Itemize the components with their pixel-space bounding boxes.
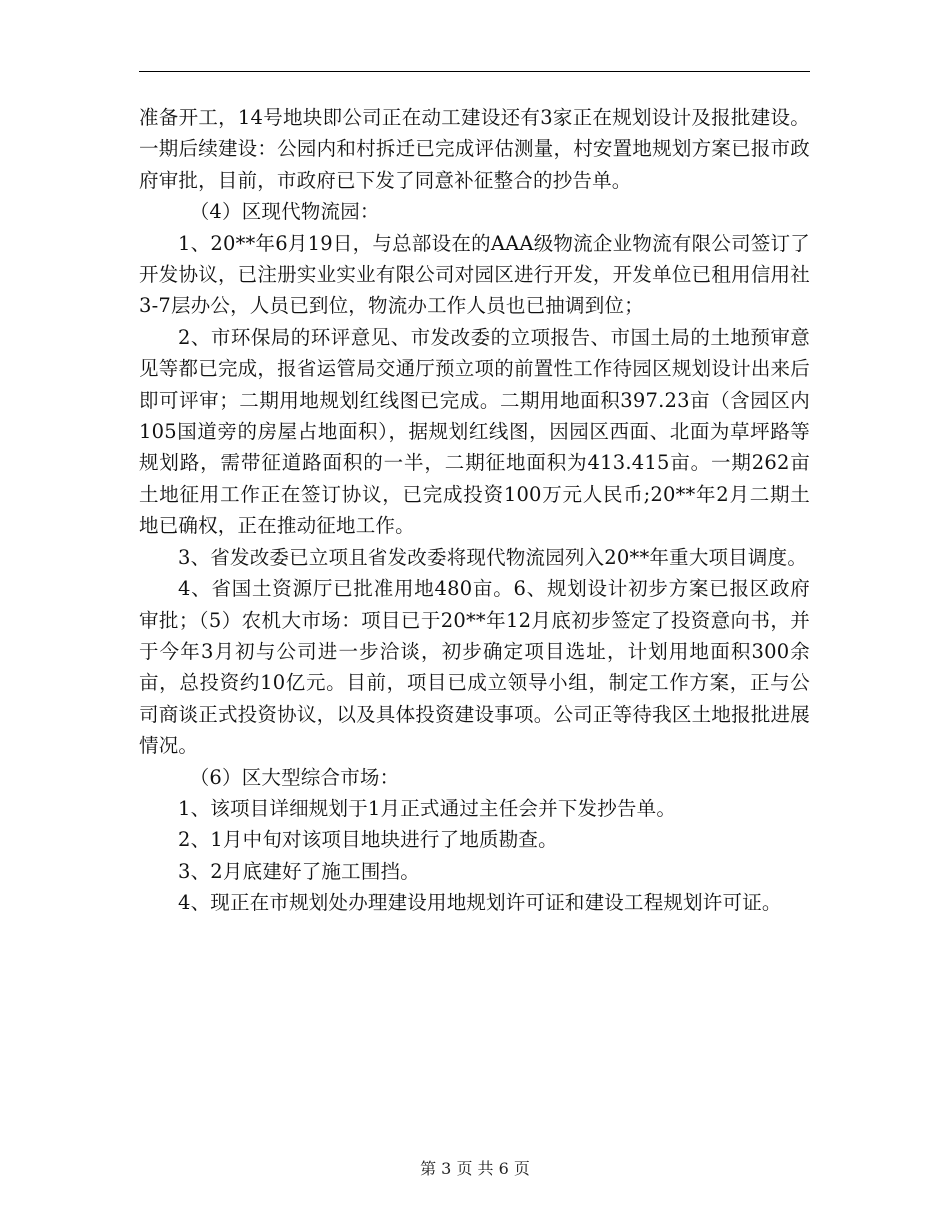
section-heading-comprehensive-market: （6）区大型综合市场： <box>189 765 400 789</box>
list-item: 1、该项目详细规划于1月正式通过主任会并下发抄告单。 <box>178 796 677 820</box>
list-item: 4、省国土资源厅已批准用地480亩。6、规划设计初步方案已报区政府审批；（5）农机大市场：项目已于20**年12月底初步签定了投资意向书，并于今年3月初与公司进一步洽谈，初步确定项目选址，计划用地面积300余亩，总投资约10亿元。目前，项目已成立领导小组，制定工作方案，正与公司商谈正式投资协议，以及具体投资建设事项。公司正等待我区土地报批进展情况。 <box>139 577 810 758</box>
document-body <box>139 102 810 919</box>
list-item: 2、1月中旬对该项目地块进行了地质勘查。 <box>178 828 558 852</box>
list-item: 1、20**年6月19日，与总部设在的AAA级物流企业物流有限公司签订了开发协议，已注册实业实业有限公司对园区进行开发，开发单位已租用信用社3-7层办公，人员已到位，物流办工作人员也已抽调到位； <box>139 231 810 318</box>
list-item: 2、市环保局的环评意见、市发改委的立项报告、市国土局的土地预审意见等都已完成，报省运管局交通厅预立项的前置性工作待园区规划设计出来后即可评审；二期用地规划红线图已完成。二期用地面积397.23亩（含园区内105国道旁的房屋占地面积），据规划红线图，因园区西面、北面为草坪路等规划路，需带征道路面积的一半，二期征地面积为413.415亩。一期262亩土地征用工作正在签订协议，已完成投资100万元人民币;20**年2月二期土地已确权，正在推动征地工作。 <box>139 325 810 538</box>
list-item: 4、现正在市规划处办理建设用地规划许可证和建设工程规划许可证。 <box>178 891 782 915</box>
page-number-footer: 第 3 页 共 6 页 <box>420 1159 530 1178</box>
header-rule <box>139 71 810 72</box>
list-item: 3、省发改委已立项且省发改委将现代物流园列入20**年重大项目调度。 <box>178 545 808 569</box>
section-heading-logistics-park: （4）区现代物流园： <box>189 200 380 224</box>
list-item: 3、2月底建好了施工围挡。 <box>178 859 420 883</box>
paragraph-continuation: 准备开工，14号地块即公司正在动工建设还有3家正在规划设计及报批建设。一期后续建设：公园内和村拆迁已完成评估测量，村安置地规划方案已报市政府审批，目前，市政府已下发了同意补征整合的抄告单。 <box>139 106 810 192</box>
